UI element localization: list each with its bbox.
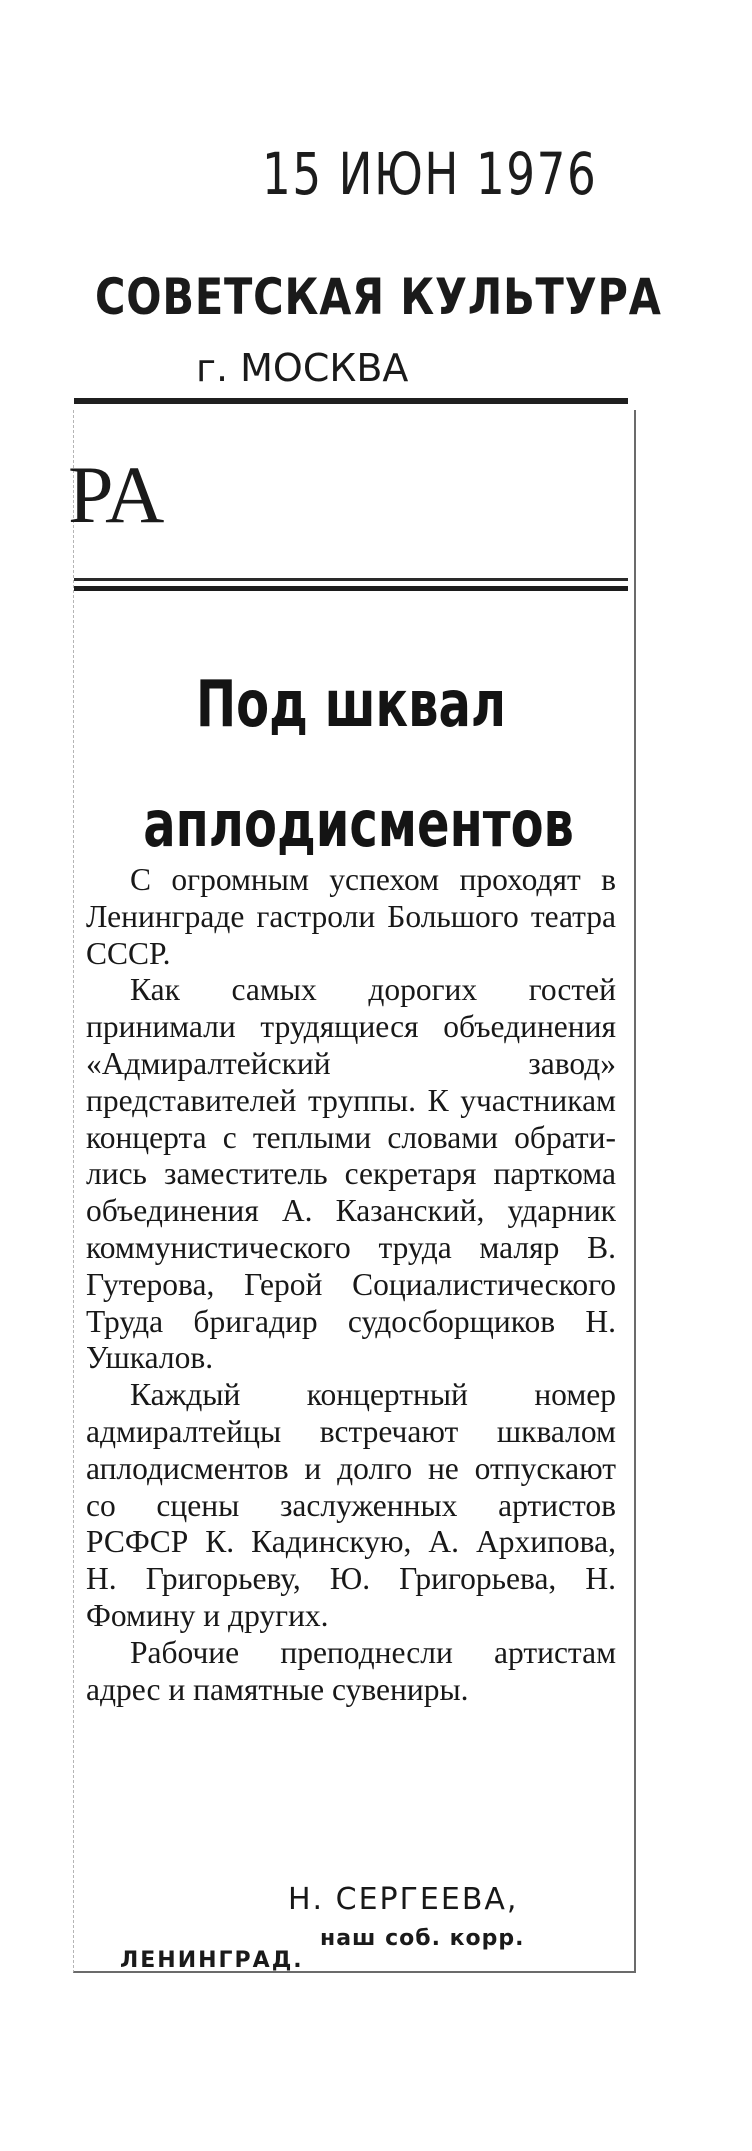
article-body [86, 862, 616, 1708]
headline-line-1: Под шквал [195, 668, 507, 742]
masthead-rule-thick [74, 586, 628, 591]
headline-line-2: аплодисментов [143, 788, 574, 862]
article-paragraph-3: Каждый концертный номер адмиралтейцы встречают шквалом аплодисментов и долго не отпускают со сцены заслуженных артистов РСФСР К. Кадинскую, А. Архипова, Н. Григорьеву, Ю. Григорьева, Н. Фомину и других. [86, 1377, 616, 1633]
masthead-rule-thin [74, 578, 628, 581]
article-paragraph-2: Как самых дорогих гостей принимали трудящиеся объединения «Адмиралтейский завод» представителей труппы. К участникам концерта с теплыми словами обратились заместитель секретаря парткома объединения А. Казанский, ударник коммунистического труда маляр В. Гутерова, Герой Социалистического Труда бригадир судосборщиков Н. Ушкалов. [86, 972, 616, 1376]
stamp-date: 15 ИЮН 1976 [262, 140, 598, 208]
stamp-newspaper-name: СОВЕТСКАЯ КУЛЬТУРА [95, 268, 662, 326]
stamp-city: г. МОСКВА [196, 346, 409, 390]
article-headline [74, 645, 628, 885]
author-name: Н. СЕРГЕЕВА, [288, 1882, 519, 1917]
article-paragraph-4: Рабочие преподнесли артистам адрес и памятные сувениры. [86, 1634, 616, 1707]
top-rule [74, 398, 628, 404]
article-paragraph-1: С огромным успехом проходят в Ленинграде гастроли Большого театра СССР. [86, 862, 616, 971]
article-dateline: ЛЕНИНГРАД. [120, 1948, 304, 1973]
author-role: наш соб. корр. [320, 1926, 525, 1951]
masthead-fragment: РА [68, 449, 167, 540]
